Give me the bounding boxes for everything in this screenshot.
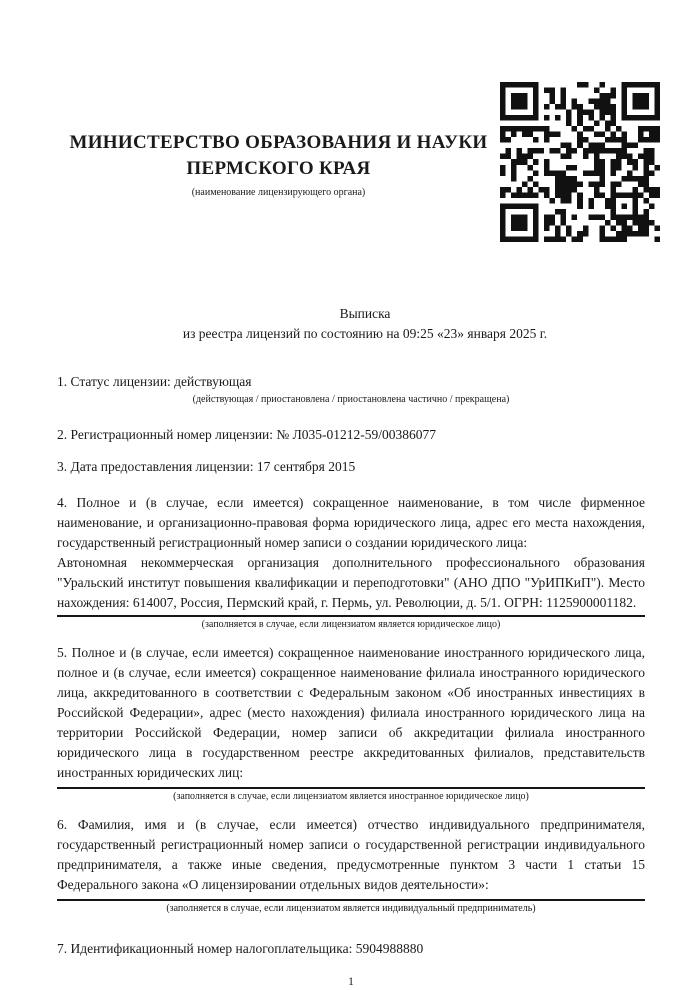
item-5-foreign-entity [57,643,645,803]
qr-code-icon [500,82,660,242]
item-7-taxpayer-id: 7. Идентификационный номер налогоплательщика: 5904988880 [57,941,424,956]
document-title-line1: Выписка [339,306,391,321]
document-body [0,372,700,990]
item-4-label: 4. Полное и (в случае, если имеется) сокращенное наименование, в том числе фирменное наименование, и организационно-правовая форма юридического лица, адрес его места нахождения, государственный регистрационный номер записи о создании юридического лица: [57,495,645,550]
document-title [0,304,700,344]
item-1-caption: (действующая / приостановлена / приостановлена частично / прекращена) [192,394,510,405]
item-6-caption: (заполняется в случае, если лицензиатом является индивидуальный предприниматель) [166,903,536,914]
document-header [0,0,700,242]
item-6-individual-entrepreneur [57,815,645,915]
page-number: 1 [348,976,354,988]
ministry-name-line2: ПЕРМСКОГО КРАЯ [186,158,371,179]
item-2-registration-number: 2. Регистрационный номер лицензии: № Л035-01212-59/00386077 [57,427,437,442]
item-5-blank-line [57,787,645,789]
item-1-license-status: 1. Статус лицензии: действующая [57,374,252,389]
item-5-caption: (заполняется в случае, если лицензиатом является иностранное юридическое лицо) [173,791,529,802]
item-4-rule [57,615,645,617]
item-4-caption: (заполняется в случае, если лицензиатом является юридическое лицо) [201,619,501,630]
item-5-label: 5. Полное и (в случае, если имеется) сокращенное наименование иностранного юридического лица, полное и (в случае, если имеется) сокращенное наименование филиала иностранного юридического лица, аккредитованного в соответствии с Федеральным законом «Об иностранных инвестициях в Российской Федерации», адрес (место нахождения) филиала иностранного юридического лица на территории Российской Федерации, номер записи об аккредитации филиала иностранного юридического лица в государственном реестре аккредитованных филиалов, представительств иностранных юридических лиц: [57,645,645,780]
ministry-caption: (наименование лицензирующего органа) [191,187,366,198]
item-4-legal-entity [57,493,645,631]
item-6-blank-line [57,899,645,901]
document-title-line2: из реестра лицензий по состоянию на 09:25 «23» января 2025 г. [182,326,548,341]
licensing-authority-block [57,82,500,199]
item-6-label: 6. Фамилия, имя и (в случае, если имеется) отчество индивидуального предпринимателя, государственный регистрационный номер записи о государственной регистрации индивидуального предпринимателя, а также иные сведения, предусмотренные пунктом 3 части 1 статьи 15 Федерального закона «О лицензировании отдельных видов деятельности»: [57,817,645,892]
ministry-name-line1: МИНИСТЕРСТВО ОБРАЗОВАНИЯ И НАУКИ [69,132,488,153]
item-4-value: Автономная некоммерческая организация дополнительного профессионального образования "Уральский институт повышения квалификации и переподготовки" (АНО ДПО "УрИПКиП"). Место нахождения: 614007, Россия, Пермский край, г. Пермь, ул. Революции, д. 5/1. ОГРН: 1125900001182. [57,555,645,610]
item-3-license-date: 3. Дата предоставления лицензии: 17 сентября 2015 [57,459,356,474]
